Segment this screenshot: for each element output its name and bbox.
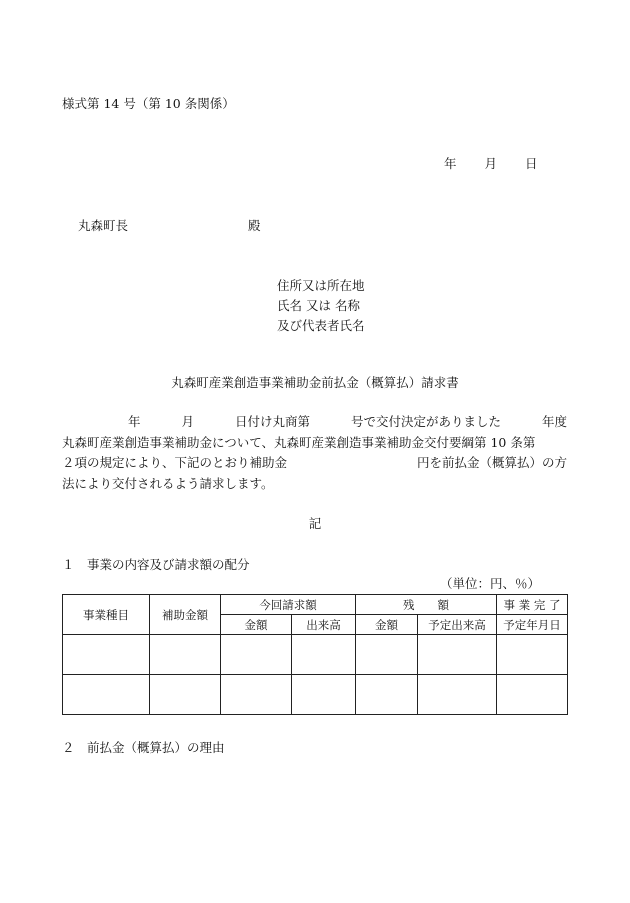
table-row <box>63 635 568 675</box>
table-cell[interactable] <box>63 675 150 715</box>
body-month: 月 <box>181 414 194 429</box>
body-line-4: 法により交付されるよう請求します。 <box>62 475 274 491</box>
table-cell[interactable] <box>497 635 568 675</box>
body-decision-ref: 日付け丸商第 <box>234 414 310 429</box>
table-cell[interactable] <box>221 635 292 675</box>
table-cell[interactable] <box>292 635 356 675</box>
request-body-text <box>62 412 567 494</box>
table-row <box>63 675 568 715</box>
date-month-label: 月 <box>484 156 498 171</box>
section-2-heading: ２ 前払金（概算払）の理由 <box>62 740 225 755</box>
table-cell[interactable] <box>221 675 292 715</box>
table-cell[interactable] <box>418 675 497 715</box>
header-completion-a: 事 業 完 了 <box>497 595 568 615</box>
date-year-label: 年 <box>444 156 457 171</box>
body-line-3: ２項の規定により、下記のとおり補助金 円を前払金（概算払）の方 <box>62 455 567 470</box>
table-cell[interactable] <box>292 675 356 715</box>
applicant-name-label: 氏名 又は 名称 <box>277 298 360 313</box>
section-1-heading: １ 事業の内容及び請求額の配分 <box>62 557 250 572</box>
header-remaining: 残 額 <box>356 595 497 615</box>
form-number: 様式第 14 号（第 10 条関係） <box>62 96 235 111</box>
header-subsidy-amount: 補助金額 <box>150 595 221 635</box>
header-remaining-amount: 金額 <box>356 615 418 635</box>
table-cell[interactable] <box>418 635 497 675</box>
note-mark: 記 <box>308 516 322 531</box>
date-line <box>444 156 538 172</box>
table-cell[interactable] <box>356 675 418 715</box>
header-completion-b: 予定年月日 <box>497 615 568 635</box>
body-fiscal-year: 年度 <box>541 414 567 429</box>
table-cell[interactable] <box>497 675 568 715</box>
unit-note: （単位：円、％） <box>440 576 541 591</box>
allocation-table <box>62 594 568 715</box>
table-cell[interactable] <box>63 635 150 675</box>
addressee <box>78 218 261 234</box>
table-cell[interactable] <box>150 675 221 715</box>
applicant-block <box>277 276 365 336</box>
header-current-amount: 金額 <box>221 615 292 635</box>
body-line-2: 丸森町産業創造事業補助金について、丸森町産業創造事業補助金交付要綱第 10 条第 <box>62 434 536 450</box>
applicant-representative-label: 及び代表者氏名 <box>277 318 365 333</box>
header-current-progress: 出来高 <box>292 615 356 635</box>
body-decision-text: 号で交付決定がありました <box>350 414 501 429</box>
header-planned-progress: 予定出来高 <box>418 615 497 635</box>
applicant-address-label: 住所又は所在地 <box>277 278 365 293</box>
addressee-honorific: 殿 <box>248 218 261 233</box>
body-year: 年 <box>128 414 141 429</box>
body-line-1 <box>62 412 567 433</box>
addressee-name: 丸森町長 <box>78 218 129 233</box>
table-cell[interactable] <box>150 635 221 675</box>
table-cell[interactable] <box>356 635 418 675</box>
document-title: 丸森町産業創造事業補助金前払金（概算払）請求書 <box>171 375 459 390</box>
header-project-type: 事業種目 <box>63 595 150 635</box>
date-day-label: 日 <box>525 156 538 171</box>
header-current-request: 今回請求額 <box>221 595 356 615</box>
